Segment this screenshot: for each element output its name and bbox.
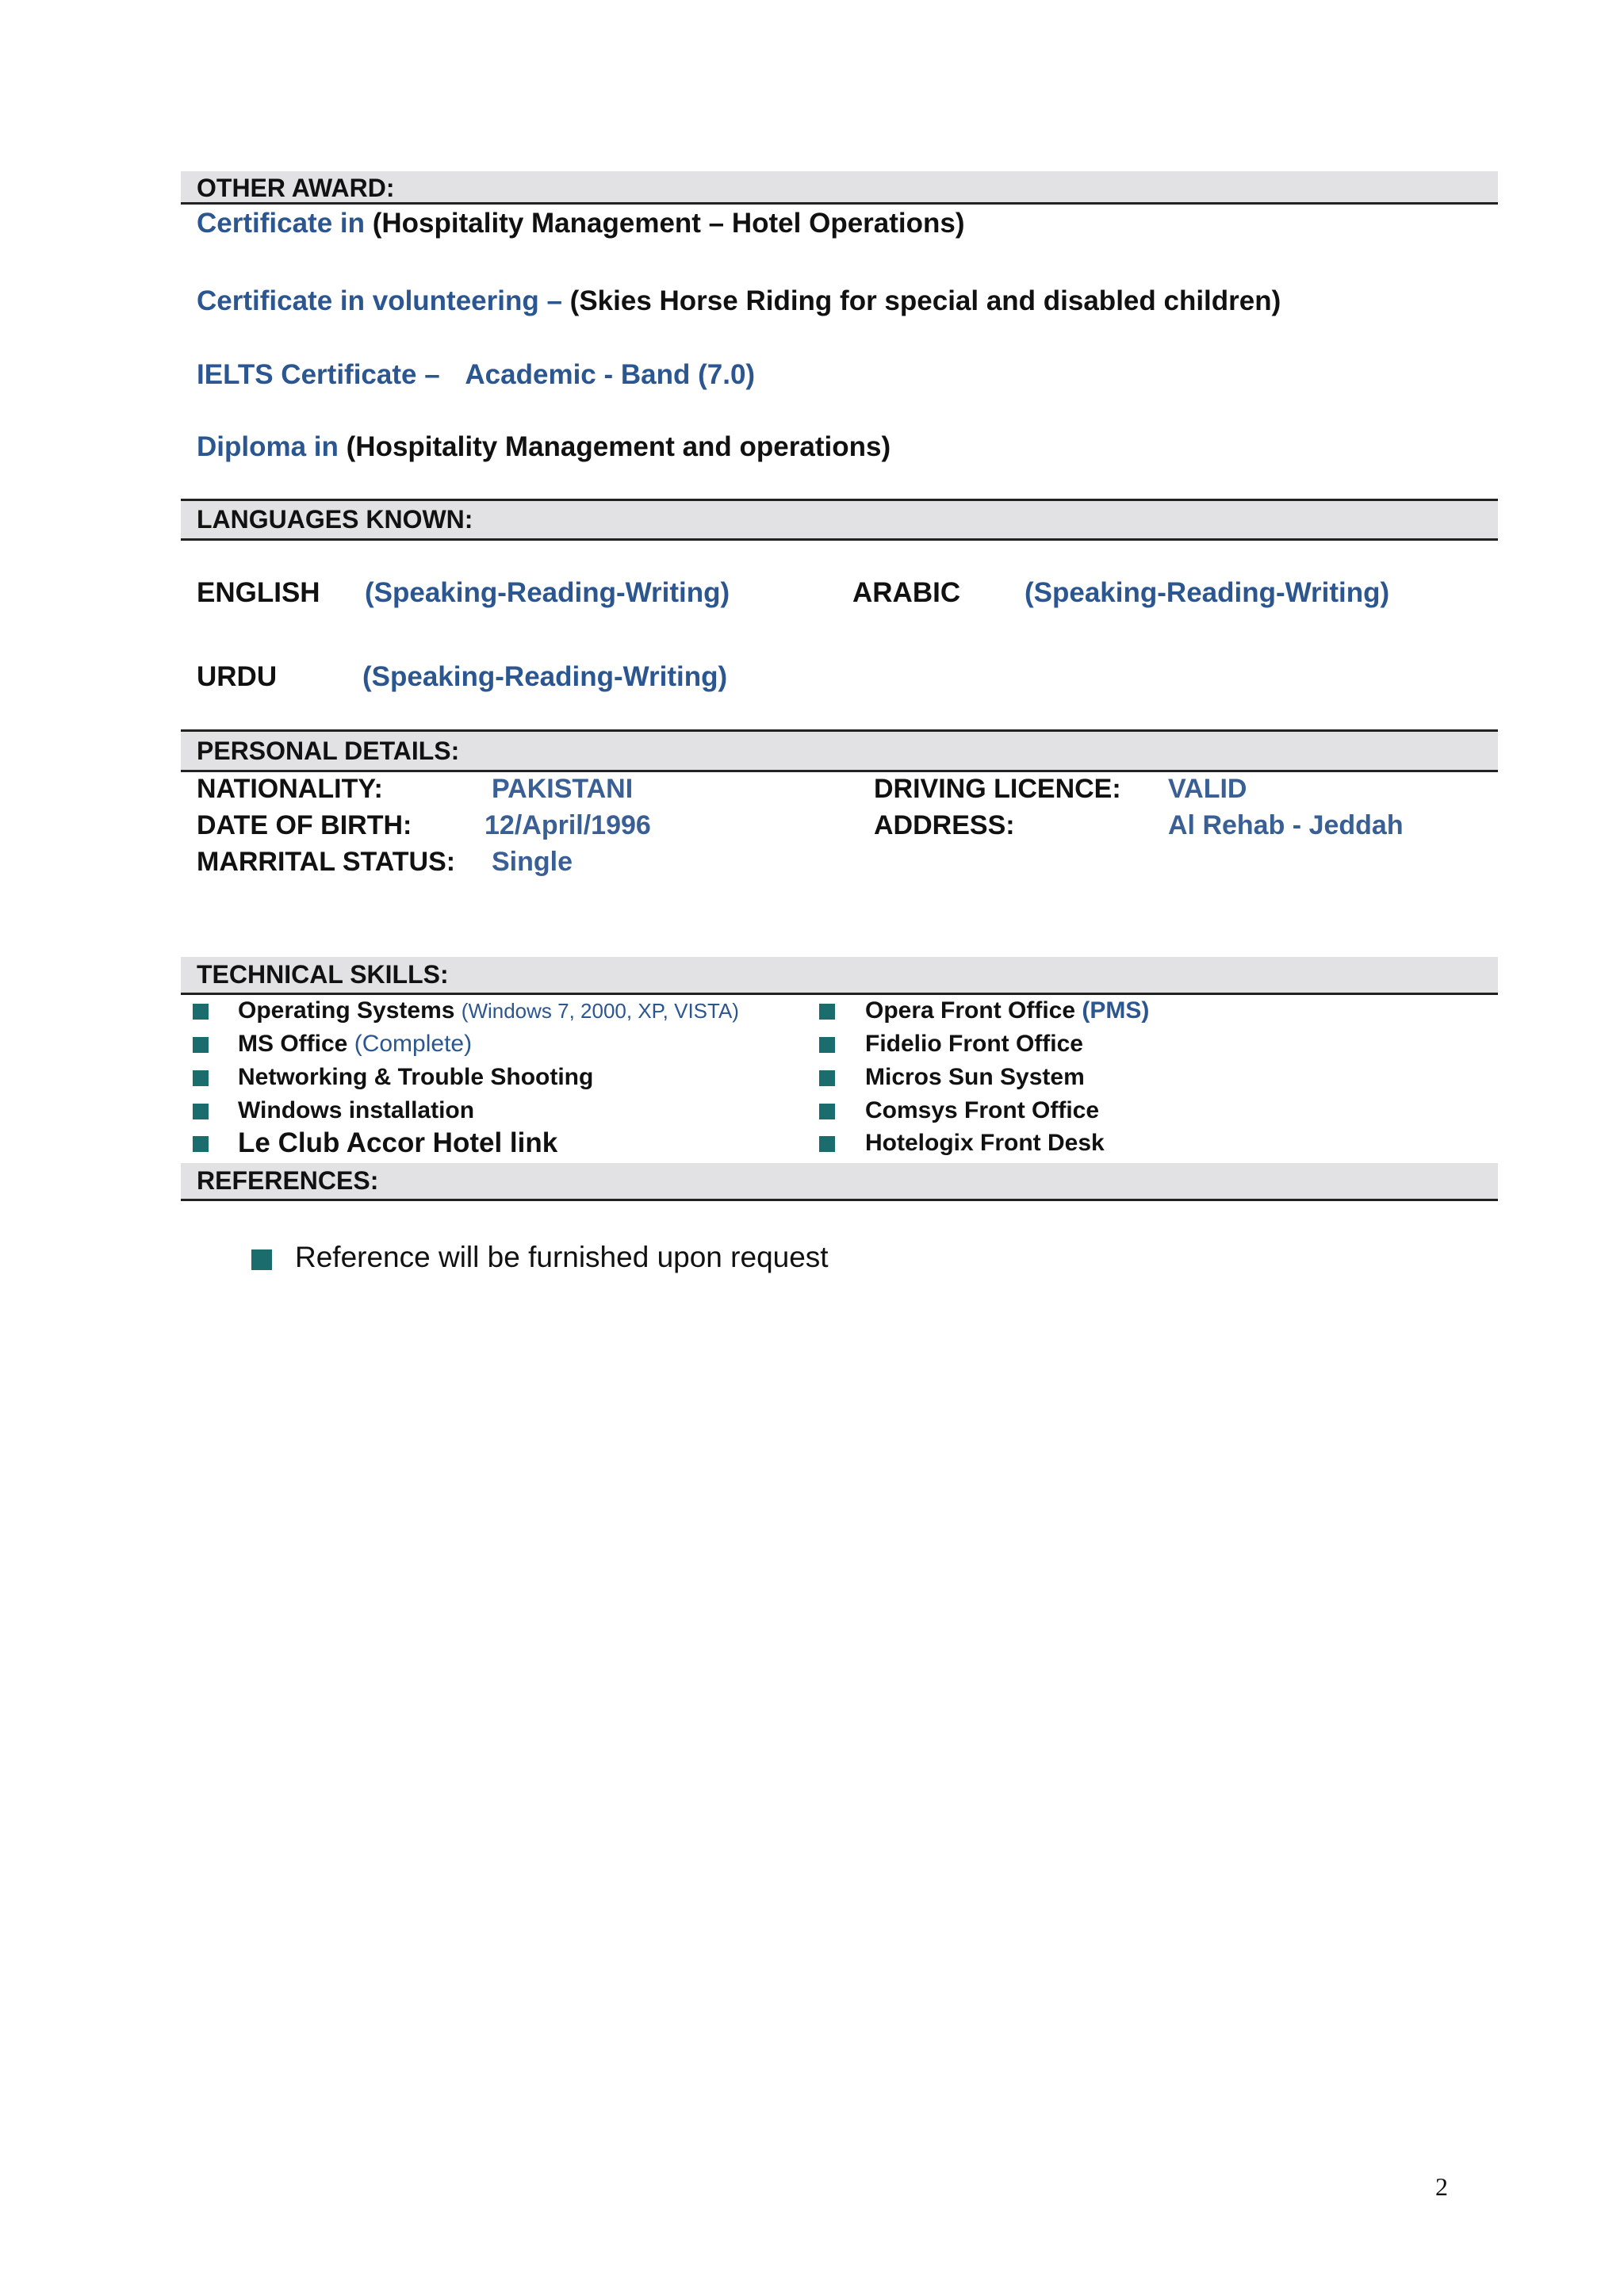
skill-item [865, 1064, 1085, 1091]
language-skills-urdu: (Speaking-Reading-Writing) [362, 661, 728, 692]
bullet-icon [193, 1136, 209, 1152]
language-skills-english: (Speaking-Reading-Writing) [365, 577, 730, 608]
personal-details-header: PERSONAL DETAILS: [181, 729, 1498, 772]
bullet-icon [819, 1037, 835, 1053]
date-of-birth-value: 12/April/1996 [485, 810, 651, 840]
skill-name: Fidelio Front Office [865, 1031, 1083, 1057]
language-name-arabic: ARABIC [852, 577, 961, 608]
award-detail: (Skies Horse Riding for special and disabled children) [569, 285, 1281, 316]
bullet-icon [251, 1249, 272, 1270]
skill-item [865, 997, 1149, 1024]
bullet-icon [819, 1136, 835, 1152]
reference-text: Reference will be furnished upon request [295, 1241, 829, 1273]
driving-licence-value: VALID [1168, 774, 1247, 804]
references-header: REFERENCES: [181, 1163, 1498, 1201]
award-item [197, 359, 755, 391]
bullet-icon [193, 1070, 209, 1086]
skill-name: Operating Systems [238, 997, 455, 1024]
marital-status-value: Single [492, 847, 573, 877]
skill-item [238, 1127, 557, 1159]
bullet-icon [193, 1104, 209, 1119]
award-item [197, 208, 965, 239]
skill-item [865, 1031, 1083, 1058]
nationality-value: PAKISTANI [492, 774, 634, 804]
bullet-icon [193, 1004, 209, 1020]
nationality-label: NATIONALITY: [197, 774, 383, 804]
other-award-header: OTHER AWARD: [181, 171, 1498, 205]
address-value: Al Rehab - Jeddah [1168, 810, 1404, 840]
skill-item [865, 1097, 1099, 1124]
marital-status-label: MARRITAL STATUS: [197, 847, 456, 877]
page-number: 2 [1435, 2172, 1448, 2201]
bullet-icon [193, 1037, 209, 1053]
award-detail: (Hospitality Management – Hotel Operations) [372, 208, 965, 239]
award-item [197, 431, 891, 463]
award-detail: Academic - Band (7.0) [465, 359, 756, 390]
technical-skills-header: TECHNICAL SKILLS: [181, 957, 1498, 995]
driving-licence-label: DRIVING LICENCE: [874, 774, 1121, 804]
award-item [197, 285, 1281, 317]
address-label: ADDRESS: [874, 810, 1015, 840]
skill-name: Opera Front Office [865, 997, 1076, 1024]
skill-item [238, 1031, 472, 1058]
skill-item [865, 1130, 1105, 1157]
bullet-icon [819, 1104, 835, 1119]
bullet-icon [819, 1070, 835, 1086]
skill-name: Micros Sun System [865, 1064, 1085, 1090]
skill-name: Networking & Trouble Shooting [238, 1064, 594, 1090]
languages-header: LANGUAGES KNOWN: [181, 499, 1498, 541]
award-title: Diploma in [197, 431, 339, 462]
date-of-birth-label: DATE OF BIRTH: [197, 810, 412, 840]
skill-name: MS Office [238, 1031, 348, 1057]
award-detail: (Hospitality Management and operations) [346, 431, 891, 462]
skill-name: Le Club Accor Hotel link [238, 1127, 558, 1158]
skill-name: Hotelogix Front Desk [865, 1130, 1105, 1156]
skill-item [238, 1064, 593, 1091]
award-title: IELTS Certificate – [197, 359, 440, 390]
award-title: Certificate in [197, 208, 365, 239]
language-name-english: ENGLISH [197, 577, 320, 608]
bullet-icon [819, 1004, 835, 1020]
skill-name: Windows installation [238, 1097, 475, 1123]
skill-item [238, 997, 739, 1024]
award-title: Certificate in volunteering – [197, 285, 562, 316]
language-name-urdu: URDU [197, 661, 278, 692]
skill-name: Comsys Front Office [865, 1097, 1100, 1123]
skill-detail: (Complete) [354, 1031, 473, 1057]
skill-detail: (PMS) [1082, 997, 1150, 1024]
skill-detail: (Windows 7, 2000, XP, VISTA) [461, 999, 739, 1023]
language-skills-arabic: (Speaking-Reading-Writing) [1025, 577, 1390, 608]
skill-item [238, 1097, 474, 1124]
